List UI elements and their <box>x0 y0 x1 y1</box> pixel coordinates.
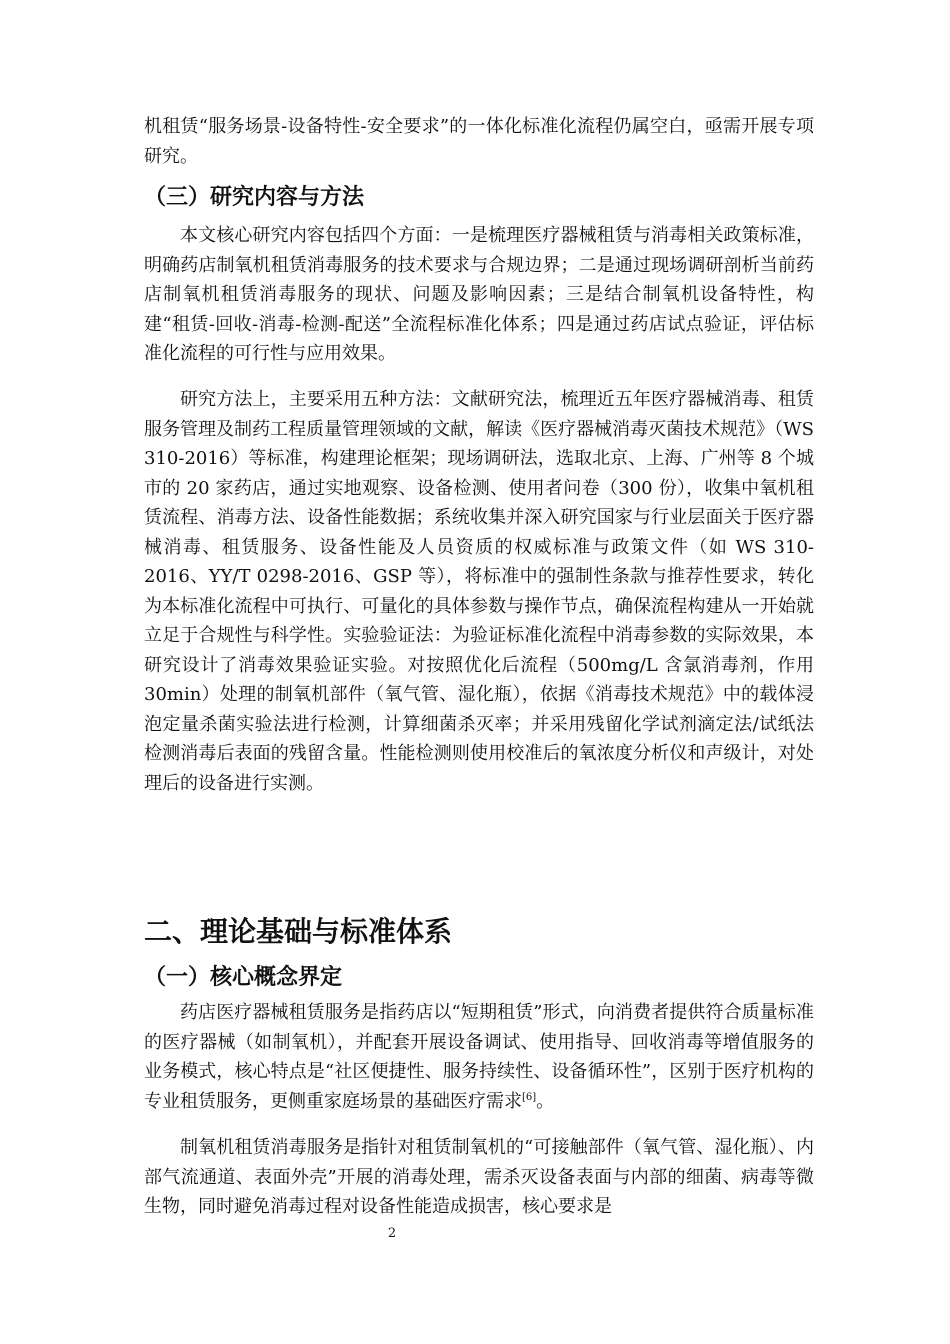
page-number: 2 <box>387 1226 397 1241</box>
paragraph-concept-rental-end: 。 <box>536 1090 555 1112</box>
paragraph-research-content: 本文核心研究内容包括四个方面：一是梳理医疗器械租赁与消毒相关政策标准，明确药店制氧机租赁消毒服务的技术要求与合规边界；二是通过现场调研剖析当前药店制氧机租赁消毒服务的现状、问题及影响因素；三是结合制氧机设备特性，构建“租赁-回收-消毒-检测-配送”全流程标准化体系；四是通过药店试点验证，评估标准化流程的可行性与应用效果。 <box>144 225 814 364</box>
citation-ref: [6] <box>522 1091 537 1103</box>
section-heading-research-content: （三）研究内容与方法 <box>144 185 365 210</box>
section-heading-core-concepts: （一）核心概念界定 <box>144 965 343 990</box>
chapter-heading-theory: 二、理论基础与标准体系 <box>144 915 453 948</box>
paragraph-concept-disinfection: 制氧机租赁消毒服务是指针对租赁制氧机的“可接触部件（氧气管、湿化瓶）、内部气流通道、表面外壳”开展的消毒处理，需杀灭设备表面与内部的细菌、病毒等微生物，同时避免消毒过程对设备性能造成损害，核心要求是 <box>144 1137 814 1217</box>
paragraph-concept-rental-text: 药店医疗器械租赁服务是指药店以“短期租赁”形式，向消费者提供符合质量标准的医疗器械（如制氧机），并配套开展设备调试、使用指导、回收消毒等增值服务的业务模式，核心特点是“社区便捷性、服务持续性、设备循环性”，区别于医疗机构的专业租赁服务，更侧重家庭场景的基础医疗需求 <box>144 1002 814 1112</box>
paragraph-intro: 机租赁“服务场景-设备特性-安全要求”的一体化标准化流程仍属空白，亟需开展专项研究。 <box>144 116 814 167</box>
paragraph-research-methods: 研究方法上，主要采用五种方法：文献研究法，梳理近五年医疗器械消毒、租赁服务管理及制药工程质量管理领域的文献，解读《医疗器械消毒灭菌技术规范》（WS 310-2016）等标准，构建理论框架；现场调研法，选取北京、上海、广州等 8 个城市的 20 家药店，通过实地观察、设备检测、使用者问卷（300 份），收集中氧机租赁流程、消毒方法、设备性能数据；系统收集并深入研究国家与行业层面关于医疗器械消毒、租赁服务、设备性能及人员资质的权威标准与政策文件（如 WS 310-2016、YY/T 0298-2016、GSP 等），将标准中的强制性条款与推荐性要求，转化为本标准化流程中可执行、可量化的具体参数与操作节点，确保流程构建从一开始就立足于合规性与科学性。实验验证法：为验证标准化流程中消毒参数的实际效果，本研究设计了消毒效果验证实验。对按照优化后流程（500mg/L 含氯消毒剂，作用 30min）处理的制氧机部件（氧气管、湿化瓶），依据《消毒技术规范》中的载体浸泡定量杀菌实验法进行检测，计算细菌杀灭率；并采用残留化学试剂滴定法/试纸法检测消毒后表面的残留含量。性能检测则使用校准后的氧浓度分析仪和声级计，对处理后的设备进行实测。 <box>144 389 814 794</box>
paragraph-concept-rental <box>144 998 814 1116</box>
